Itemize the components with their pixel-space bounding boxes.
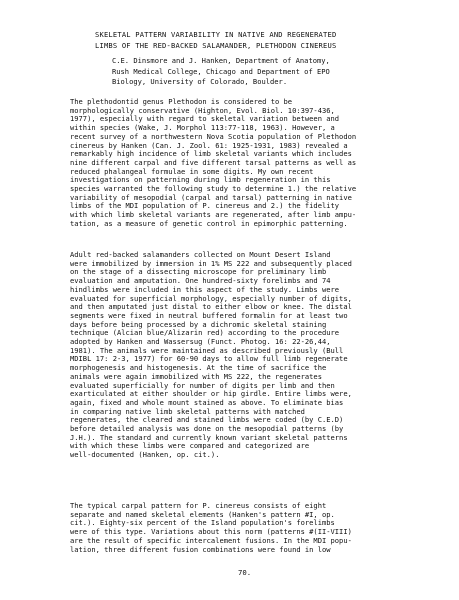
text-line: The typical carpal pattern for P. cinereus consists of eight [70,502,327,510]
author-affiliations: C.E. Dinsmore and J. Hanken, Department of Anatomy, Rush Medical College, Chicago and Department of EPO Biology, University of Colorado, Boulder. [112,56,330,86]
text-line: regenerates, the cleared and stained limbs were coded (by C.E.D) [70,416,344,425]
text-line: MDIBL 17: 2-3, 1977) for 60-90 days to allow full limb regenerate [70,355,348,364]
text-line: before detailed analysis was done on the mesopodial patterns (by [70,425,344,434]
text-line: nine different carpal and five different tarsal patterns as well as [70,158,357,167]
text-line: separate and named skeletal elements (Hanken's pattern #I, op. [70,510,335,519]
paragraph-introduction [70,98,420,229]
text-line: 1981). The animals were maintained as described previously (Bull [70,346,344,355]
text-line: were immobilized by immersion in 1% MS 222 and subsequently placed [70,259,352,268]
text-line: evaluated for superficial morphology, especially number of digits, [70,294,352,303]
text-line: were of this type. Variations about this norm (patterns #(II-VIII) [70,528,352,537]
text-line: species warranted the following study to determine 1.) the relative [70,185,357,194]
text-line: evaluated superficially for number of digits per limb and then [70,381,335,390]
text-line: reduced phalangeal formulae in some digits. My own recent [70,167,314,176]
text-line: with which these limbs were compared and categorized are [70,442,310,451]
text-line: cinereus by Hanken (Can. J. Zool. 61: 1925-1931, 1983) revealed a [70,141,348,150]
text-line: J.H.). The standard and currently known variant skeletal patterns [70,433,348,442]
paragraph-methods [70,251,420,460]
text-line: Adult red-backed salamanders collected on Mount Desert Island [70,251,331,259]
text-line: remarkably high incidence of limb skeletal variants which includes [70,150,352,159]
page-number: 70. [238,568,252,577]
text-line: animals were again immobilized with MS 222, the regenerates [70,372,322,381]
text-line: well-documented (Hanken, op. cit.). [70,451,220,460]
text-line: days before being processed by a dichromic skeletal staining [70,320,327,329]
paper-title: SKELETAL PATTERN VARIABILITY IN NATIVE AND REGENERATED LIMBS OF THE RED-BACKED SALAMANDER, PLETHODON CINEREUS [95,30,337,50]
text-line: 1977), especially with regard to skeletal variation between and [70,115,340,124]
text-line: are the result of specific intercalement fusions. In the MDI popu- [70,536,352,545]
text-line: investigations on patterning during limb regeneration in this [70,176,331,185]
text-line: lation, three different fusion combinations were found in low [70,545,331,554]
text-line: hindlimbs were included in this aspect of the study. Limbs were [70,285,340,294]
text-line: with which limb skeletal variants are regenerated, after limb ampu- [70,211,357,220]
text-line: morphogenesis and histogenesis. At the time of sacrifice the [70,364,327,373]
paragraph-results [70,502,420,554]
text-line: recent survey of a northwestern Nova Scotia population of Plethodon [70,132,357,141]
text-line: again, fixed and whole mount stained as above. To eliminate bias [70,398,344,407]
text-line: limbs of the MDI population of P. cinereus and 2.) the fidelity [70,202,340,211]
text-line: segments were fixed in neutral buffered formalin for at least two [70,311,348,320]
text-line: morphologically conservative (Highton, Evol. Biol. 10:397-436, [70,106,335,115]
text-line: exarticulated at either shoulder or hip girdle. Entire limbs were, [70,390,352,399]
text-line: evaluation and amputation. One hundred-sixty forelimbs and 74 [70,277,331,286]
text-line: tation, as a measure of genetic control in epimorphic patterning. [70,219,348,228]
text-line: adopted by Hanken and Wassersug (Funct. Photog. 16: 22-26,44, [70,338,331,347]
text-line: on the stage of a dissecting microscope for preliminary limb [70,268,327,277]
text-line: The plethodontid genus Plethodon is considered to be [70,98,293,106]
text-line: variability of mesopodial (carpal and tarsal) patterning in native [70,193,352,202]
text-line: and then amputated just distal to either elbow or knee. The distal [70,303,352,312]
text-line: cit.). Eighty-six percent of the Island population's forelimbs [70,519,335,528]
text-line: in comparing native limb skeletal patterns with matched [70,407,305,416]
text-line: technique (Alcian blue/Alizarin red) according to the procedure [70,329,340,338]
text-line: within species (Wake, J. Morphol 113:77-118, 1963). However, a [70,124,335,133]
